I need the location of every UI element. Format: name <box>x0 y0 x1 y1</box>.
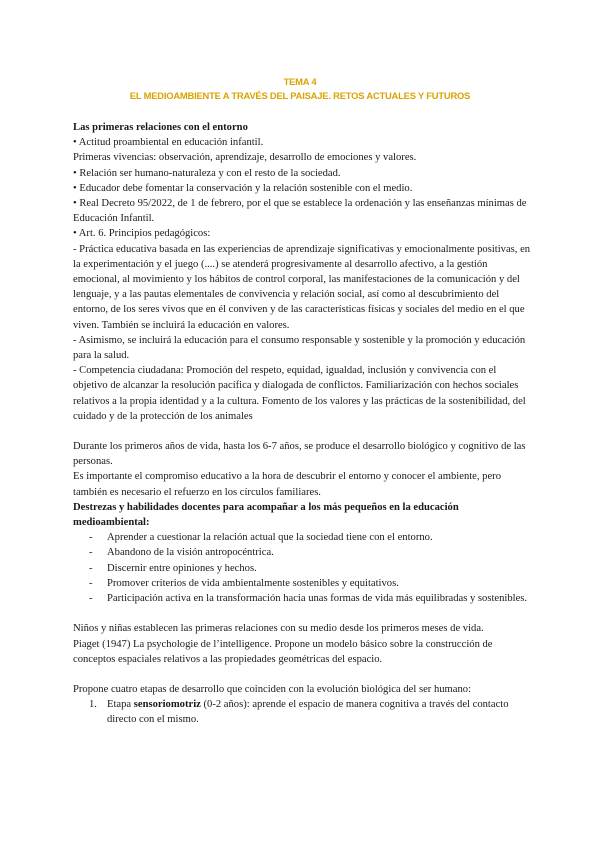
stages-list <box>73 697 533 727</box>
list-item: - Discernir entre opiniones y hechos. <box>73 561 533 576</box>
stage-term: sensoriomotriz <box>133 699 201 711</box>
topic-number: TEMA 4 <box>283 76 317 87</box>
paragraph: • Educador debe fomentar la conservación y la relación sostenible con el medio. <box>73 182 413 194</box>
stage-prefix: Etapa <box>107 699 134 711</box>
list-item: - Participación activa en la transformación hacia unas formas de vida más equilibradas y sostenibles. <box>73 591 533 606</box>
paragraph: - Práctica educativa basada en las experiencias de aprendizaje significativas y emocionalmente positivas, en la experimentación y el juego (....) se atenderá progresivamente al desarrollo afectivo, a la gestión emocional, al movimiento y los hábitos de control corporal, las manifestaciones de la comunicación y del lenguaje, y a las pautas elementales de convivencia y relación social, así como al descubrimiento del entorno, de los seres vivos que en él conviven y de las características físicas y sociales del medio en el que viven. También se incluirá la educación en valores. <box>73 243 531 331</box>
paragraph: - Competencia ciudadana: Promoción del respeto, equidad, igualdad, inclusión y convivencia con el objetivo de alcanzar la resolución pacífica y dialogada de conflictos. Familiarización con hechos sociales relativos a la propia identidad y a la cultura. Fomento de los valores y las prácticas de la sostenibilidad, del cuidado y de la protección de los animales <box>73 365 526 422</box>
document-title: EL MEDIOAMBIENTE A TRAVÉS DEL PAISAJE. RETOS ACTUALES Y FUTUROS <box>129 90 471 101</box>
paragraph: Primeras vivencias: observación, aprendizaje, desarrollo de emociones y valores. <box>73 152 417 164</box>
paragraph: • Actitud proambiental en educación infantil. <box>73 137 264 149</box>
section-heading: Destrezas y habilidades docentes para acompañar a los más pequeños en la educación medioambiental: <box>73 501 459 529</box>
paragraph: Durante los primeros años de vida, hasta los 6-7 años, se produce el desarrollo biológico y cognitivo de las personas. <box>73 441 526 468</box>
paragraph: • Art. 6. Principios pedagógicos: <box>73 228 211 240</box>
paragraph: Propone cuatro etapas de desarrollo que coinciden con la evolución biológica del ser humano: <box>73 683 472 695</box>
paragraph: - Asimismo, se incluirá la educación para el consumo responsable y sostenible y la promoción y educación para la salud. <box>73 334 526 362</box>
list-item: - Promover criterios de vida ambientalmente sostenibles y equitativos. <box>73 576 533 591</box>
list-number: 1. <box>89 699 97 711</box>
paragraph: Piaget (1947) La psychologie de l’intelligence. Propone un modelo básico sobre la construcción de conceptos espaciales relativos a las propiedades geométricas del espacio. <box>73 638 493 665</box>
paragraph: Es importante el compromiso educativo a la hora de descubrir el entorno y conocer el ambiente, pero también es necesario el refuerzo en los círculos familiares. <box>73 471 502 498</box>
section-heading: Las primeras relaciones con el entorno <box>73 122 248 133</box>
list-item: - Aprender a cuestionar la relación actual que la sociedad tiene con el entorno. <box>73 530 533 545</box>
list-item <box>73 697 533 727</box>
paragraph: • Relación ser humano-naturaleza y con el resto de la sociedad. <box>73 167 341 179</box>
paragraph: Niños y niñas establecen las primeras relaciones con su medio desde los primeros meses de vida. <box>73 623 484 635</box>
stage-description: (0-2 años): aprende el espacio de manera cognitiva a través del contacto directo con el mismo. <box>107 699 509 726</box>
skills-list <box>73 530 533 606</box>
document-body <box>73 120 533 728</box>
list-item: - Abandono de la visión antropocéntrica. <box>73 545 533 560</box>
paragraph: • Real Decreto 95/2022, de 1 de febrero, por el que se establece la ordenación y las enseñanzas mínimas de Educación Infantil. <box>73 198 527 225</box>
